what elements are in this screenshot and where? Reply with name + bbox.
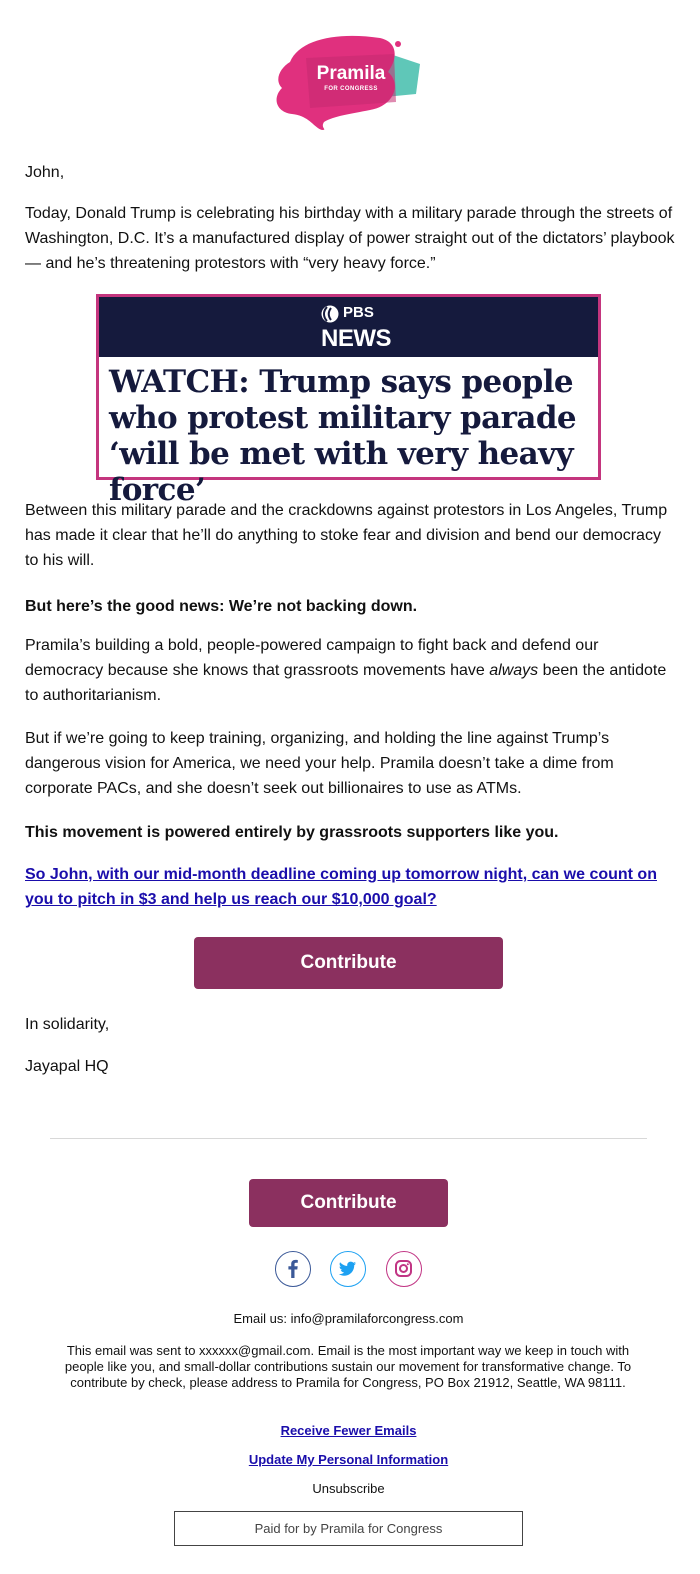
news-brand: NEWS [321, 325, 391, 352]
campaign-emphasis: always [489, 662, 539, 679]
campaign-text-a: Pramila’s building a bold, people-powered campaign to fight back and defend our democracy because she knows that grassroots movements have [25, 637, 599, 679]
receive-fewer-wrapper [50, 1423, 647, 1439]
crackdown-paragraph: Between this military parade and the crackdowns against protestors in Los Angeles, Trump has made it clear that he’ll do anything to stoke fear and division and bend our democracy to his will. [25, 502, 668, 569]
news-headline-image[interactable] [96, 294, 601, 508]
signoff: In solidarity, [25, 1016, 110, 1033]
movement-line: This movement is powered entirely by grassroots supporters like you. [25, 824, 559, 841]
footer-divider [50, 1138, 647, 1139]
news-headline: WATCH: Trump says people who protest military parade ‘will be met with very heavy force’ [109, 364, 577, 508]
unsubscribe-link[interactable]: Unsubscribe [312, 1481, 385, 1496]
donation-ask-link[interactable]: So John, with our mid-month deadline coming up tomorrow night, can we count on you to pitch in $3 and help us reach our $10,000 goal? [25, 866, 657, 908]
unsubscribe-wrapper [50, 1481, 647, 1497]
update-info-wrapper [50, 1452, 647, 1468]
logo-subtitle: FOR CONGRESS [324, 86, 378, 92]
greeting: John, [25, 164, 65, 181]
pbs-head-icon [321, 305, 341, 323]
facebook-icon[interactable] [275, 1251, 311, 1287]
instagram-icon[interactable] [386, 1251, 422, 1287]
intro-paragraph: Today, Donald Trump is celebrating his birthday with a military parade through the streets of Washington, D.C. It’s a manufactured display of power straight out of the dictators’ playbook — and he’s threatening protestors with “very heavy force.” [25, 205, 675, 272]
pramila-logo[interactable] [270, 28, 430, 132]
receive-fewer-emails-link[interactable]: Receive Fewer Emails [280, 1423, 417, 1438]
contribute-button[interactable]: Contribute [194, 937, 503, 989]
footer-disclaimer: This email was sent to xxxxxx@gmail.com. Email is the most important way we keep in touch with people like you, and small-dollar contributions sustain our movement for transformative change. To contribute by check, please address to Pramila for Congress, PO Box 21912, Seattle, WA 98111. [64, 1343, 632, 1390]
paid-for-disclaimer: Paid for by Pramila for Congress [174, 1511, 523, 1546]
footer-contribute-button[interactable]: Contribute [249, 1179, 448, 1227]
logo-name: Pramila [316, 63, 386, 84]
twitter-icon[interactable] [330, 1251, 366, 1287]
good-news-line: But here’s the good news: We’re not backing down. [25, 598, 418, 615]
campaign-paragraph [25, 633, 675, 708]
news-banner [99, 297, 598, 357]
help-paragraph: But if we’re going to keep training, organizing, and holding the line against Trump’s dangerous vision for America, we need your help. Pramila doesn’t take a dime from corporate PACs, and she doesn’t seek out billionaires to use as ATMs. [25, 730, 614, 797]
campaign-text-b: been the antidote to authoritarianism. [25, 662, 667, 704]
pbs-brand: PBS [343, 304, 374, 321]
signature: Jayapal HQ [25, 1058, 109, 1075]
update-personal-info-link[interactable]: Update My Personal Information [248, 1452, 449, 1467]
email-us-line: Email us: info@pramilaforcongress.com [233, 1311, 464, 1326]
